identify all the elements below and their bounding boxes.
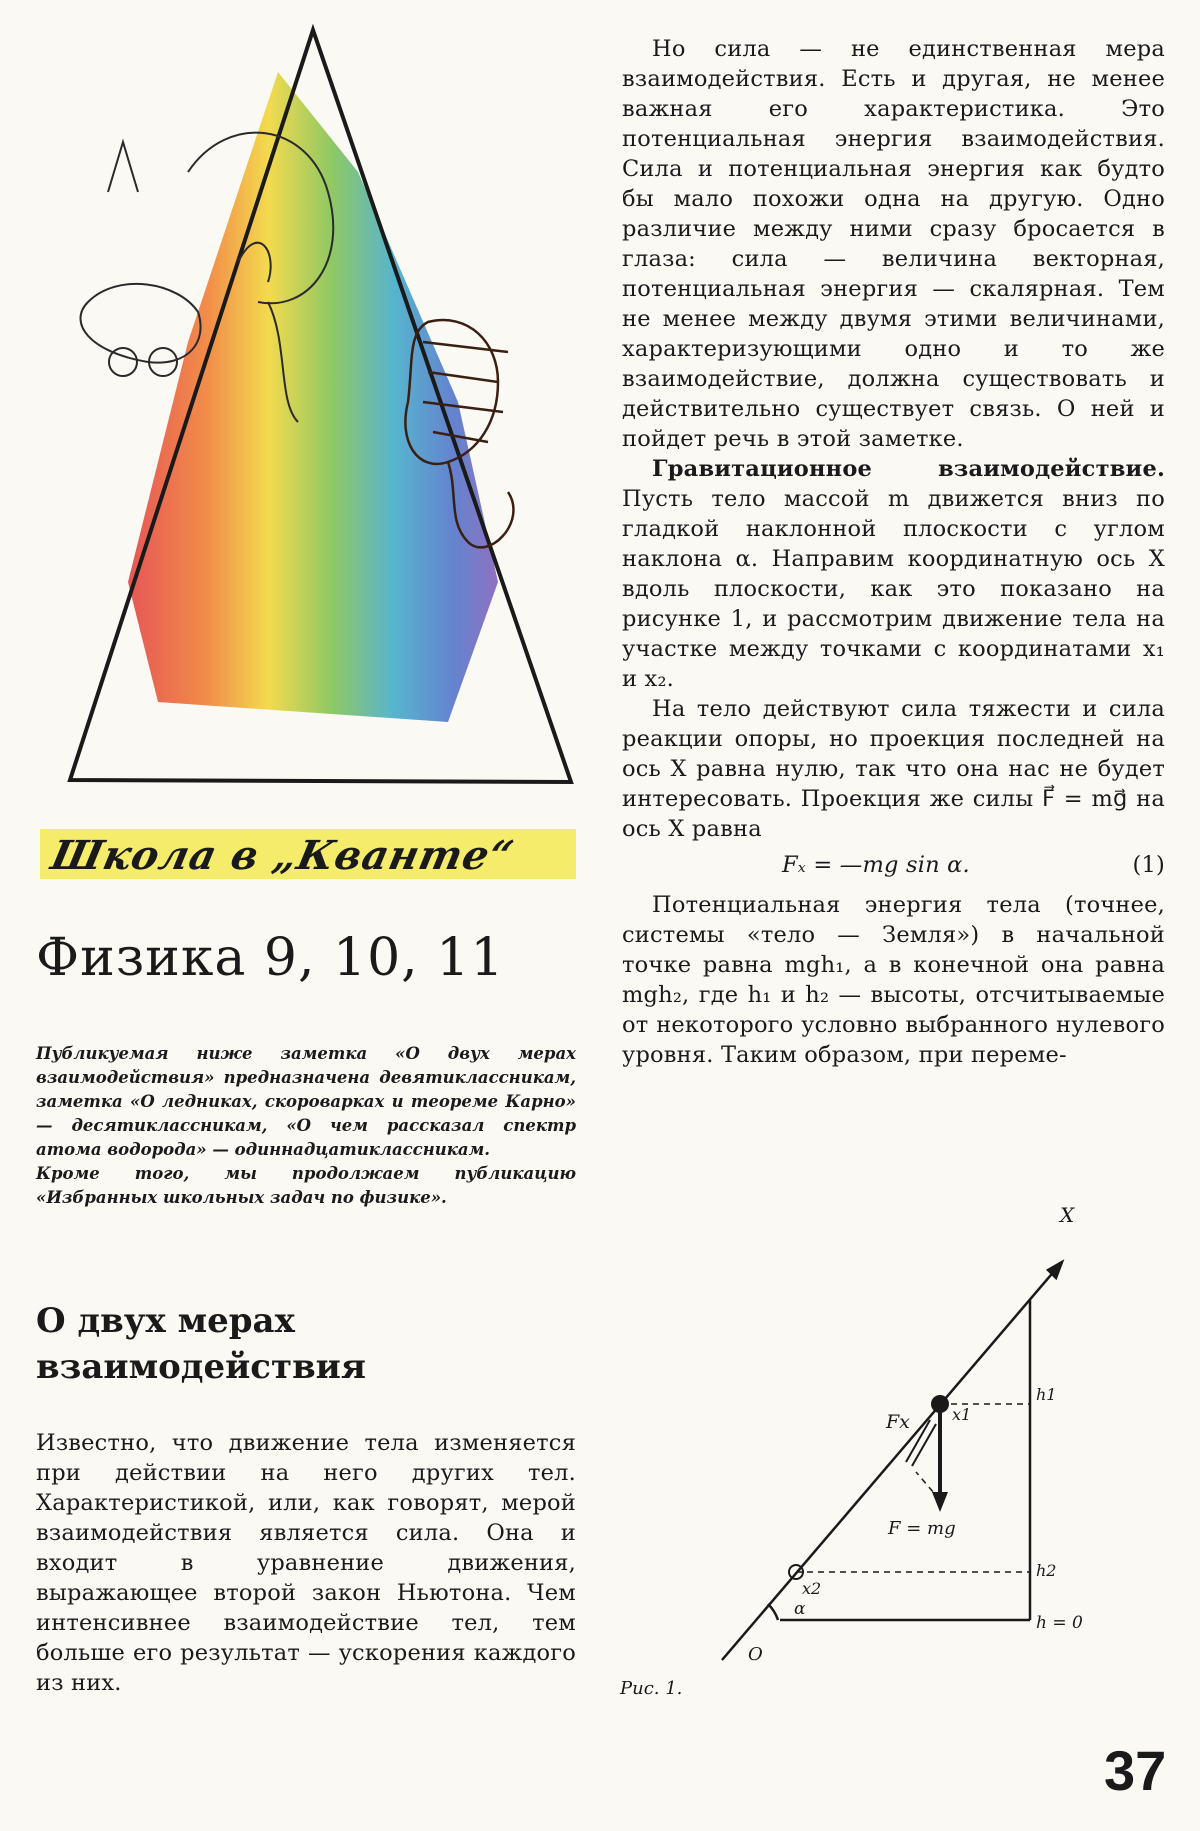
subsection-heading: Гравитационное взаимодействие. xyxy=(652,456,1165,482)
formula: Fₓ = —mg sin α. xyxy=(782,852,970,878)
section-heading: Физика 9, 10, 11 xyxy=(36,928,505,988)
force-label: F = mg xyxy=(888,1518,956,1539)
origin-label: O xyxy=(748,1644,763,1665)
body-paragraph: На тело действуют сила тяжести и сила реакции опоры, но проекция последней на ось X равна нулю, так что она нас не будет интересовать. Проекция же силы F⃗ = mg⃗ на ось X равна xyxy=(622,696,1165,842)
h1-label: h1 xyxy=(1036,1385,1057,1404)
x2-label: x2 xyxy=(802,1579,822,1598)
h2-label: h2 xyxy=(1036,1561,1057,1580)
page-number: 37 xyxy=(1104,1739,1167,1802)
body-paragraph: Известно, что движение тела изменяется при действии на него других тел. Характеристикой, или, как говорят, мерой взаимодействия является сила. Она и входит в уравнение движения, выражающее второй закон Ньютона. Чем интенсивнее взаимодействие тел, тем больше его результат — ускорения каждого из них. xyxy=(36,1430,576,1696)
intro-paragraph: Кроме того, мы продолжаем публикацию «Избранных школьных задач по физике». xyxy=(36,1164,576,1207)
body-paragraph: Потенциальная энергия тела (точнее, системы «тело — Земля») в начальной точке равна mgh₁, а в конечной она равна mgh₂, где h₁ и h₂ — высоты, отсчитываемые от некоторого условно выбранного нулевого уровня. Таким образом, при переме- xyxy=(622,892,1165,1068)
rainbow-wash xyxy=(128,72,498,722)
school-banner-title: Школа в „Кванте“ xyxy=(47,832,519,879)
angle-arc xyxy=(768,1604,778,1620)
axis-label: X xyxy=(1060,1203,1075,1227)
body-text: Пусть тело массой m движется вниз по гладкой наклонной плоскости с углом наклона α. Направим координатную ось X вдоль плоскости, как это показано на рисунке 1, и рассмотрим движение тела на участке между точками с координатами x₁ и x₂. xyxy=(622,486,1165,692)
figure-caption: Рис. 1. xyxy=(620,1678,683,1699)
incline-diagram xyxy=(700,1200,1100,1680)
fx-label: Fx xyxy=(886,1411,910,1433)
h0-label: h = 0 xyxy=(1036,1613,1083,1633)
prism-illustration xyxy=(28,22,588,792)
formula-line xyxy=(622,850,1165,880)
body-paragraph xyxy=(622,454,1165,694)
formula-number: (1) xyxy=(1132,852,1165,878)
intro-note xyxy=(36,1042,576,1210)
x-axis-line xyxy=(722,1262,1062,1660)
x1-label: x1 xyxy=(952,1405,972,1424)
angle-label: α xyxy=(794,1599,806,1619)
body-paragraph: Но сила — не единственная мера взаимодействия. Есть и другая, не менее важная его характеристика. Это потенциальная энергия взаимодействия. Сила и потенциальная энергия как будто бы мало похожи одна на другую. Одно различие между ними сразу бросается в глаза: сила — величина векторная, потенциальная энергия — скалярная. Тем не менее между двумя этими величинами, характеризующими одно и то же взаимодействие, должна существовать и действительно существует связь. О ней и пойдет речь в этой заметке. xyxy=(622,36,1165,452)
intro-paragraph: Публикуемая ниже заметка «О двух мерах взаимодействия» предназначена девятиклассникам, заметка «О ледниках, скороварках и теореме Карно» — десятиклассникам, «О чем рассказал спектр атома водорода» — одиннадцатиклассникам. xyxy=(36,1044,576,1159)
article-title: О двух мерах взаимодействия xyxy=(36,1301,367,1387)
right-column xyxy=(622,34,1165,1070)
force-arrowhead xyxy=(932,1492,948,1512)
